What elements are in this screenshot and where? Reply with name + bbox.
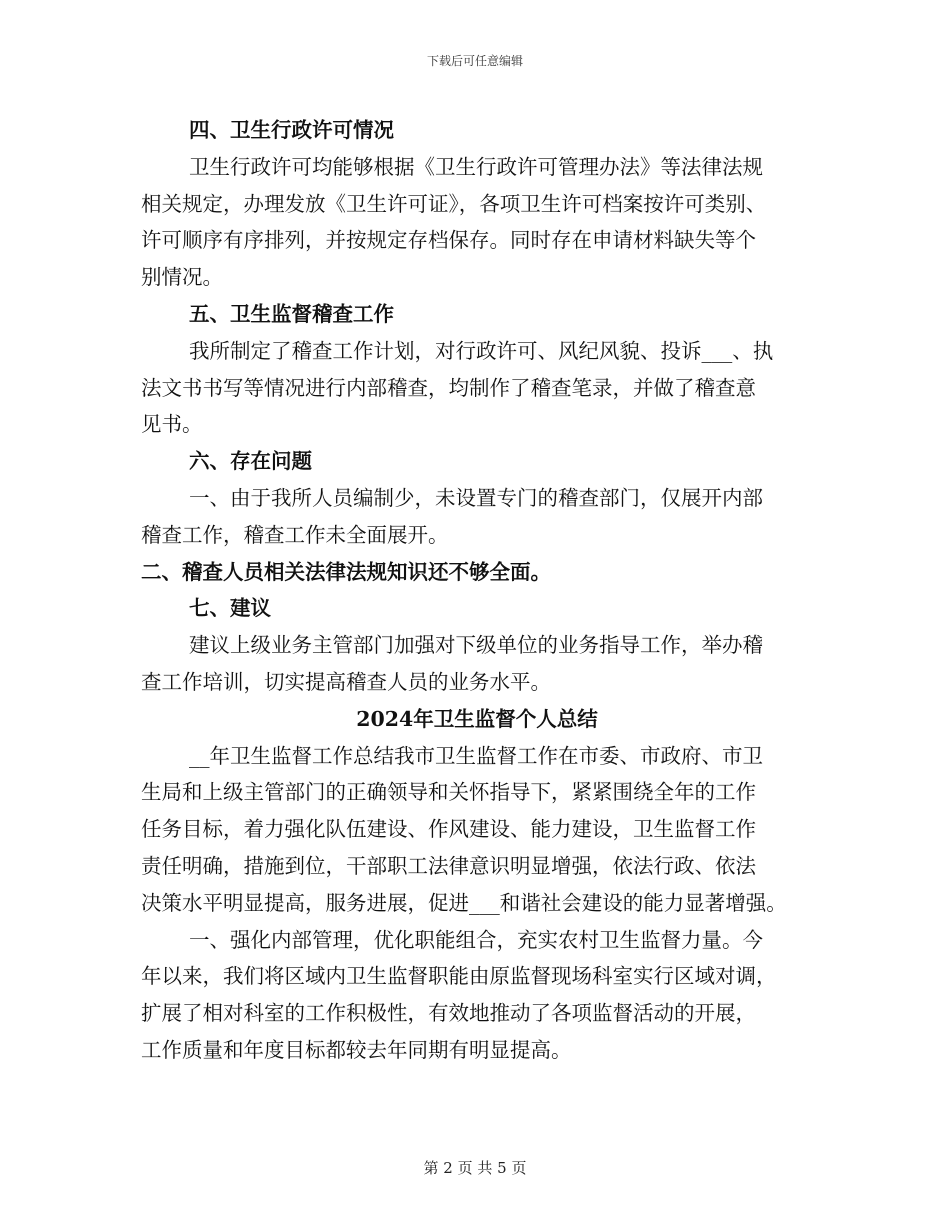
summary-para-1-line: 责任明确，措施到位，干部职工法律意识明显增强，依法行政、依法 [141,853,756,878]
section-6-line: 一、由于我所人员编制少，未设置专门的稽查部门，仅展开内部 [189,485,763,510]
section-4-line: 别情况。 [141,265,223,290]
summary-para-2-line: 扩展了相对科室的工作积极性，有效地推动了各项监督活动的开展， [141,1001,756,1026]
section-6-heading: 六、存在问题 [189,449,312,474]
summary-para-1-line: 生局和上级主管部门的正确领导和关怀指导下，紧紧围绕全年的工作 [141,780,756,805]
summary-para-1-line: 决策水平明显提高，服务进展，促进___和谐社会建设的能力显著增强。 [141,890,787,915]
page-number: 第 2 页 共 5 页 [423,1159,527,1177]
section-4-heading: 四、卫生行政许可情况 [189,118,394,142]
section-7-heading: 七、建议 [189,596,271,621]
section-4-line: 相关规定，办理发放《卫生许可证》，各项卫生许可档案按许可类别、 [141,191,767,216]
section-5-line: 法文书书写等情况进行内部稽查，均制作了稽查笔录，并做了稽查意 [141,375,756,400]
document-body [141,112,813,1069]
summary-para-2-line: 年以来，我们将区域内卫生监督职能由原监督现场科室实行区域对调， [141,964,777,989]
section-7-line: 查工作培训，切实提高稽查人员的业务水平。 [141,669,551,694]
section-5-heading: 五、卫生监督稽查工作 [189,301,394,326]
header-note: 下载后可任意编辑 [426,54,523,68]
section-5-line: 见书。 [141,412,203,437]
summary-para-2-line: 工作质量和年度目标都较去年同期有明显提高。 [141,1037,572,1062]
section-6-line: 稽查工作，稽查工作未全面展开。 [141,522,449,547]
section-4-line: 许可顺序有序排列，并按规定存档保存。同时存在申请材料缺失等个 [141,228,756,253]
summary-para-2-line: 一、强化内部管理，优化职能组合，充实农村卫生监督力量。今 [189,927,763,952]
section-4-line: 卫生行政许可均能够根据《卫生行政许可管理办法》等法律法规 [189,154,763,179]
summary-para-1-line: 任务目标，着力强化队伍建设、作风建设、能力建设，卫生监督工作 [141,817,756,842]
section-7-line: 建议上级业务主管部门加强对下级单位的业务指导工作，举办稽 [189,633,763,658]
section-6-item-2: 二、稽查人员相关法律法规知识还不够全面。 [141,559,551,584]
section-5-line: 我所制定了稽查工作计划，对行政许可、风纪风貌、投诉___、执 [189,338,774,363]
summary-title: 2024年卫生监督个人总结 [356,706,598,731]
summary-para-1-line: __年卫生监督工作总结我市卫生监督工作在市委、市政府、市卫 [189,743,763,768]
